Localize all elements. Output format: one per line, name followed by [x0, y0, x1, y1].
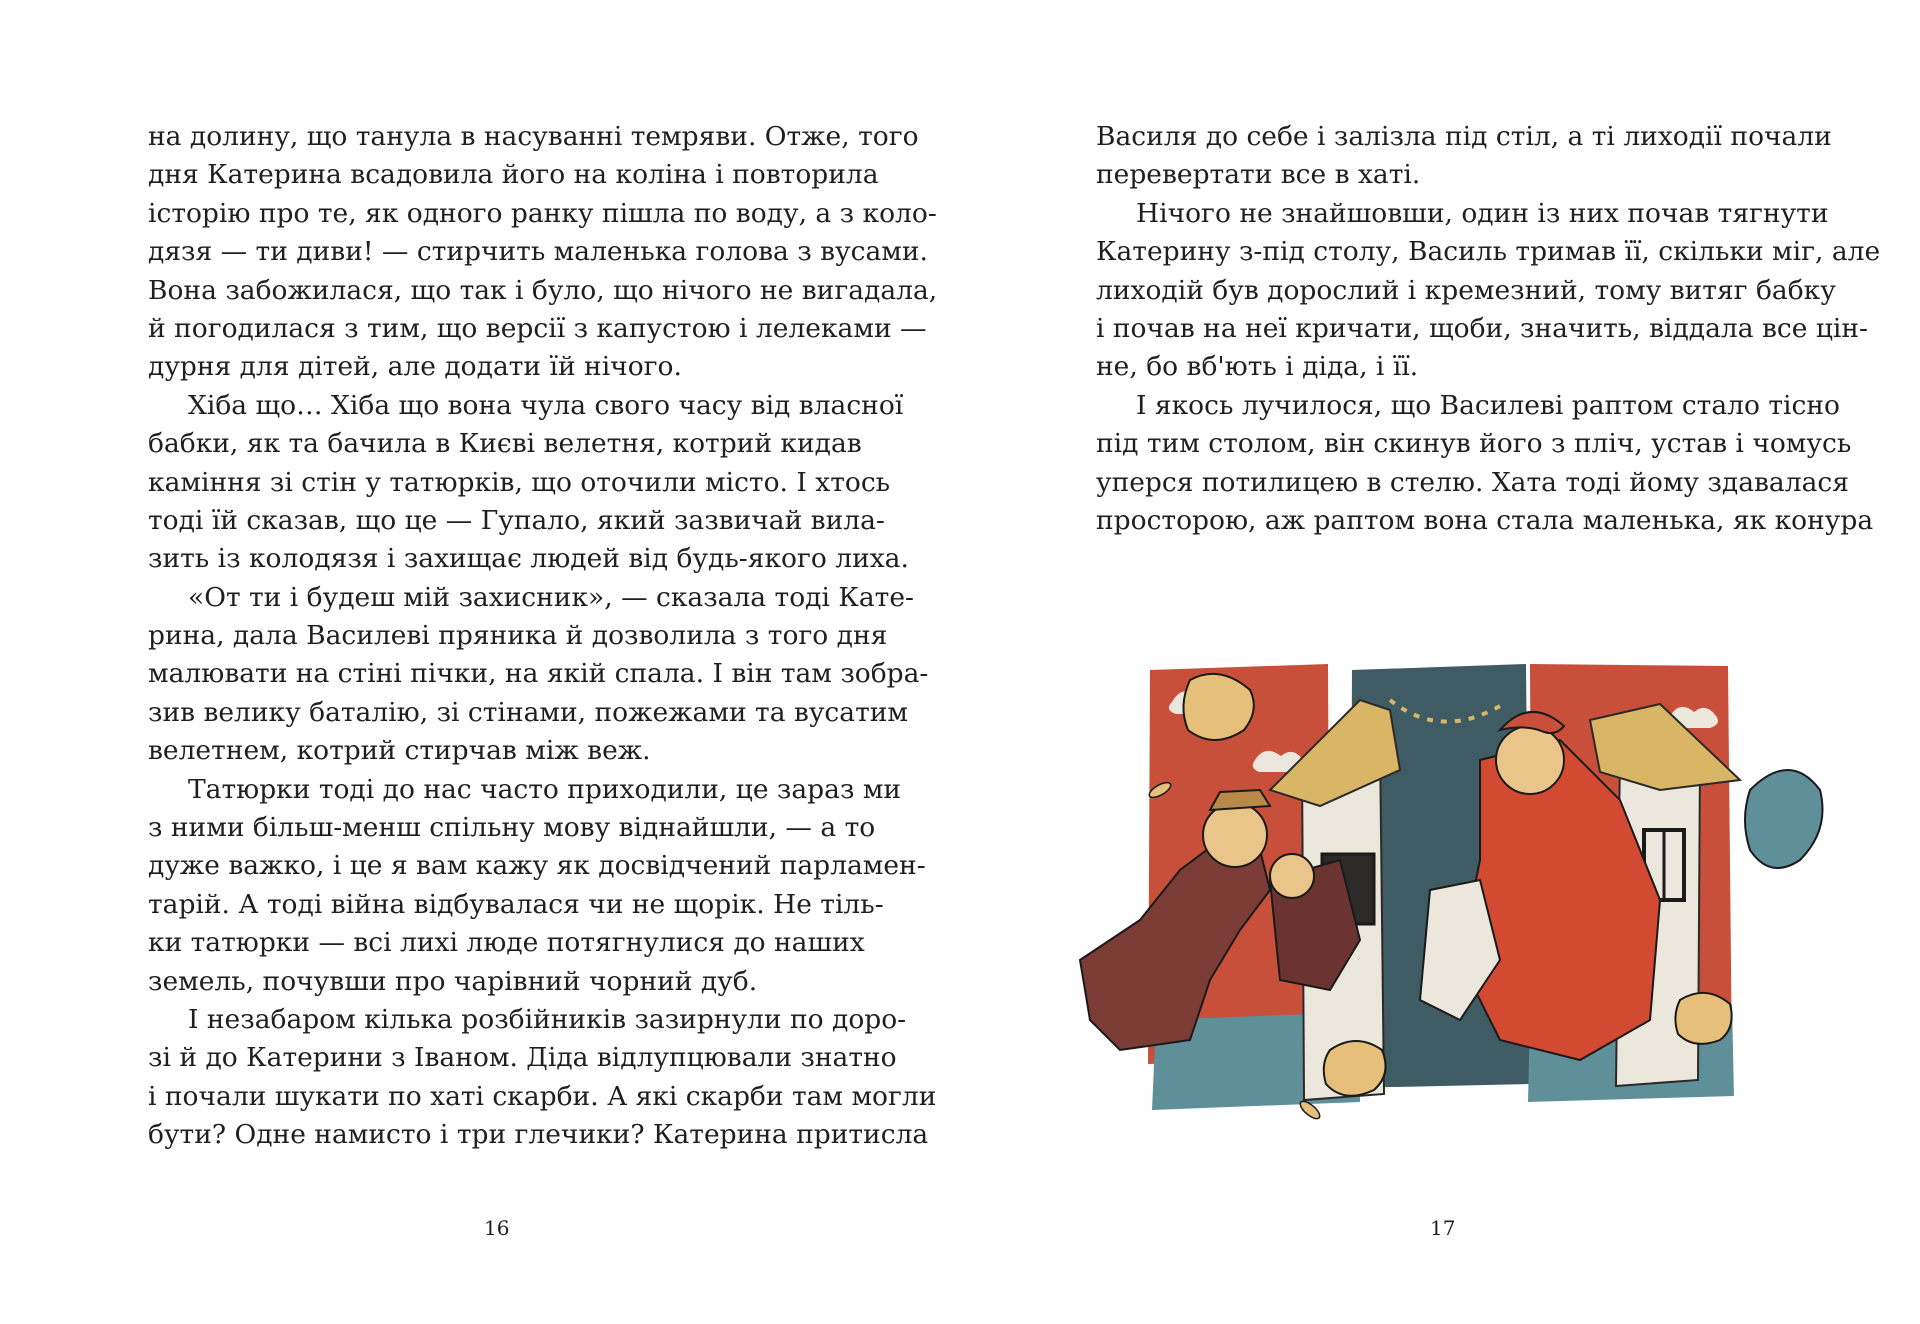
chicken-icon [1675, 993, 1731, 1044]
giant-head [1496, 726, 1564, 794]
page-number: 17 [1430, 1216, 1456, 1240]
robber-head [1203, 803, 1267, 867]
text-line: Вона забожилася, що так і було, що нічого не вигадала, [148, 274, 938, 306]
page-number: 16 [484, 1216, 510, 1240]
text-line: й погодилася з тим, що версії з капустою і лелеками — [148, 312, 927, 344]
text-line: історію про те, як одного ранку пішла по воду, а з коло- [148, 197, 937, 229]
text-line: земель, почувши про чарівний чорний дуб. [148, 965, 758, 997]
text-line: Катерину з-під столу, Василь тримав її, скільки міг, але [1096, 236, 1881, 268]
text-line: дязя — ти диви! — стирчить маленька голова з вусами. [148, 236, 928, 268]
text-line: просторою, аж раптом вона стала маленька, як конура [1096, 504, 1874, 536]
text-line: рина, дала Василеві пряника й дозволила з того дня [148, 620, 888, 652]
text-line: І незабаром кілька розбійників зазирнули по доро- [188, 1003, 907, 1035]
text-line: «От ти і будеш мій захисник», — сказала тоді Кате- [188, 581, 914, 613]
text-line: велетнем, котрий стирчав між веж. [148, 735, 651, 767]
text-line: бабки, як та бачила в Києві велетня, котрий кидав [148, 428, 862, 460]
text-line: тарій. А тоді війна відбувалася чи не щорік. Не тіль- [148, 888, 884, 920]
text-line: зить із колодязя і захищає людей від будь-якого лиха. [148, 543, 909, 575]
right-page-text [1096, 118, 1881, 540]
text-line: Нічого не знайшовши, один із них почав тягнути [1136, 197, 1829, 229]
chicken-icon [1324, 1041, 1386, 1096]
text-line: перевертати все в хаті. [1096, 159, 1421, 191]
left-page-text [148, 118, 938, 1155]
text-line: уперся потилицею в стелю. Хата тоді йому здавалася [1096, 466, 1849, 498]
text-line: зив велику баталію, зі стінами, пожежами та вусатим [148, 696, 909, 728]
text-line: ки татюрки — всі лихі люде потягнулися до наших [148, 927, 865, 959]
tree-icon [1745, 770, 1823, 868]
text-line: дуже важко, і це я вам кажу як досвідчений парламен- [148, 850, 926, 882]
text-line: дурня для дітей, але додати їй нічого. [148, 351, 682, 383]
text-line: каміння зі стін у татюрків, що оточили місто. І хтось [148, 466, 891, 498]
chicken-icon [1183, 674, 1253, 740]
text-line: не, бо вб'ють і діда, і її. [1096, 351, 1419, 383]
right-page [960, 0, 1920, 1324]
text-line: лиходій був дорослий і кремезний, тому витяг бабку [1096, 274, 1836, 306]
text-line: малювати на стіні пічки, на якій спала. І він там зобра- [148, 658, 929, 690]
text-line: під тим столом, він скинув його з пліч, устав і чомусь [1096, 428, 1852, 460]
text-line: Василя до себе і залізла під стіл, а ті лиходії почали [1096, 121, 1832, 152]
text-line: на долину, що танула в насуванні темряви. Отже, того [148, 121, 919, 152]
text-line: і почали шукати по хаті скарби. А які скарби там могли [148, 1080, 937, 1112]
text-line: бути? Одне намисто і три глечики? Катерина притисла [148, 1119, 929, 1151]
text-line: зі й до Катерини з Іваном. Діда відлупцювали знатно [148, 1042, 897, 1074]
text-line: Татюрки тоді до нас часто приходили, це зараз ми [188, 773, 902, 805]
text-line: І якось лучилося, що Василеві раптом стало тісно [1136, 389, 1840, 421]
text-line: з ними більш-менш спільну мову віднайшли, — а то [148, 812, 876, 844]
text-line: Хіба що… Хіба що вона чула свого часу від власної [188, 389, 904, 421]
text-line: тоді їй сказав, що це — Гупало, який зазвичай вила- [148, 504, 885, 536]
text-line: і почав на неї кричати, щоби, значить, віддала все цін- [1096, 312, 1868, 344]
house-brawl-illustration [1060, 640, 1830, 1160]
text-line: дня Катерина всадовила його на коліна і повторила [148, 159, 879, 191]
